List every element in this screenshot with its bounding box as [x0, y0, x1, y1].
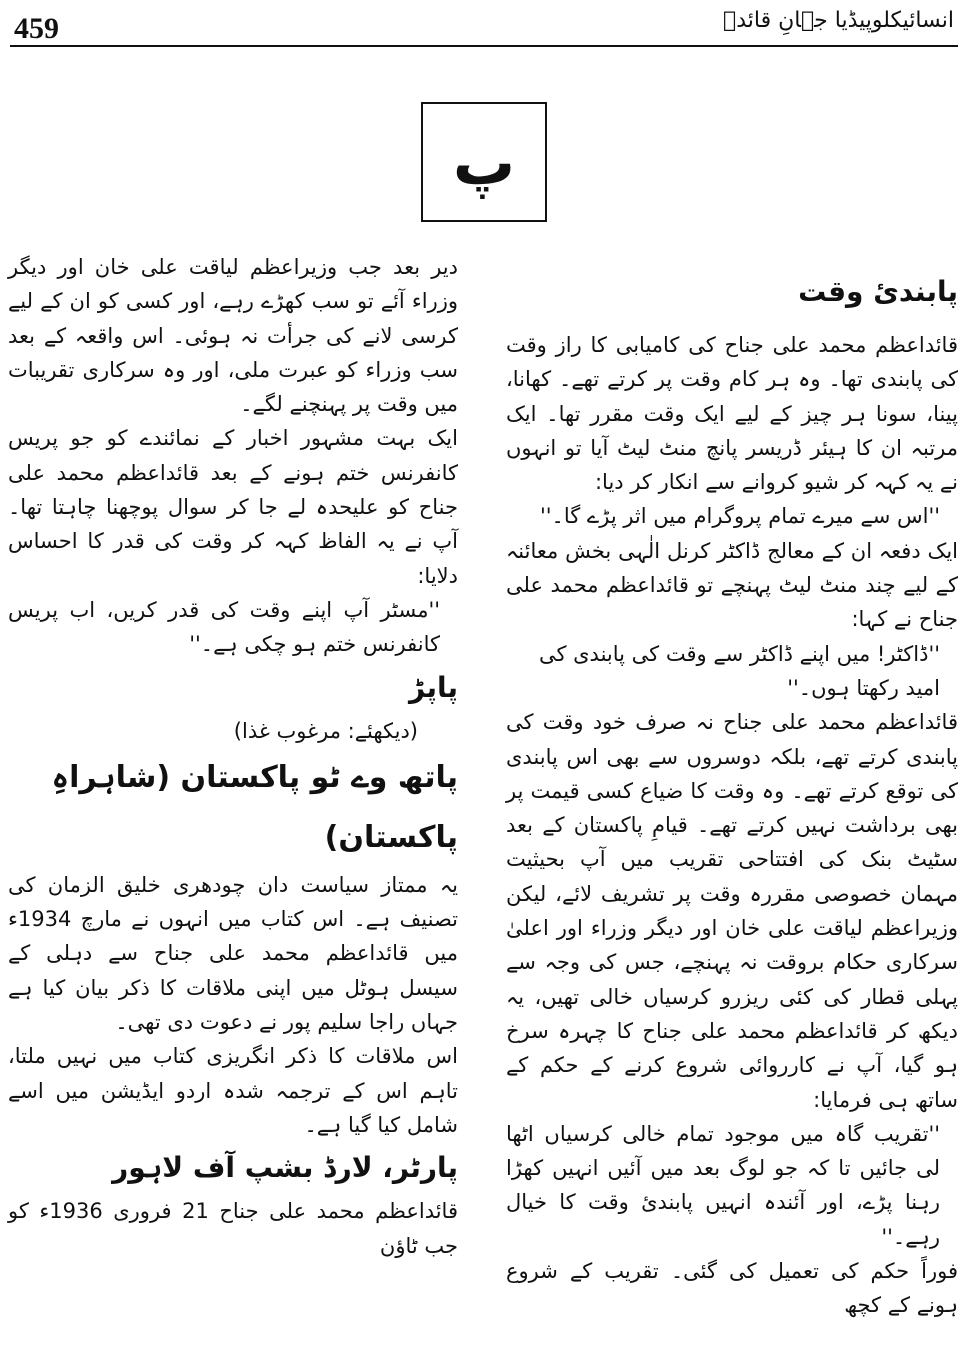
section-letter-box: پ [421, 102, 547, 222]
quote: ''ڈاکٹر! میں اپنے ڈاکٹر سے وقت کی پابندی کی امید رکھتا ہوں۔'' [538, 641, 940, 700]
paragraph: یہ ممتاز سیاست دان چودھری خلیق الزمان کی تصنیف ہے۔ اس کتاب میں انہوں نے مارچ 1934ء میں قائداعظم محمد علی جناح سے دہلی کے سیسل ہوٹل میں اپنی ملاقات کا ذکر بیان کیا ہے جہاں راجا سلیم پور نے دعوت دی تھی۔ [8, 872, 458, 1035]
quote: ''تقریب گاہ میں موجود تمام خالی کرسیاں اٹھا لی جائیں تا کہ جو لوگ بعد میں آئیں انہیں کھڑا رہنا پڑے، اور آئندہ انہیں پابندیٔ وقت کا خیال رہے۔'' [506, 1121, 940, 1249]
paragraph: اس ملاقات کا ذکر انگریزی کتاب میں نہیں ملتا، تاہم اس کے ترجمہ شدہ اردو ایڈیشن میں اسے شامل کیا گیا ہے۔ [8, 1044, 458, 1137]
cross-reference-note: (دیکھئے: مرغوب غذا) [233, 718, 418, 743]
left-column [8, 250, 458, 1263]
header-rule [10, 45, 958, 47]
paragraph: قائداعظم محمد علی جناح 21 فروری 1936ء کو جب ٹاؤن [8, 1199, 458, 1258]
paragraph: قائداعظم محمد علی جناح کی کامیابی کا راز وقت کی پابندی تھا۔ وہ ہر کام وقت پر کرتے تھے۔ کھانا، پینا، سونا ہر چیز کے لیے ایک وقت مقرر تھا۔ ایک مرتبہ ان کا ہیئر ڈریسر پانچ منٹ لیٹ آیا تو انہوں نے یہ کہہ کر شیو کروانے سے انکار کر دیا: [506, 333, 958, 495]
paragraph: فوراً حکم کی تعمیل کی گئی۔ تقریب کے شروع ہونے کے کچھ [506, 1259, 958, 1318]
heading-pathway-to-pakistan: پاتھ وے ٹو پاکستان (شاہراہِ پاکستان) [51, 759, 458, 855]
running-title: انسائیکلوپیڈیا جہانِ قائدؒ [723, 8, 954, 33]
paragraph: دیر بعد جب وزیراعظم لیاقت علی خان اور دیگر وزراء آئے تو سب کھڑے رہے، اور کسی کو ان کے لیے کرسی لانے کی جرأت نہ ہوئی۔ اس واقعہ کے بعد سب وزراء کو عبرت ملی، اور وہ سرکاری تقریبات میں وقت پر پہنچنے لگے۔ [8, 255, 458, 417]
page-number: 459 [14, 12, 59, 45]
right-column [506, 250, 958, 1323]
paragraph: قائداعظم محمد علی جناح نہ صرف خود وقت کی پابندی کرتے تھے، بلکہ دوسروں سے بھی اس پابندی کی توقع کرتے تھے۔ وہ وقت کا ضیاع کسی قیمت پر بھی برداشت نہیں کرتے تھے۔ قیامِ پاکستان کے بعد سٹیٹ بنک کی افتتاحی تقریب میں آپ بحیثیت مہمان خصوصی مقررہ وقت پر تشریف لائے، لیکن وزیراعظم لیاقت علی خان اور دیگر وزراء اور اعلیٰ سرکاری حکام بروقت نہ پہنچے، جس کی وجہ سے پہلی قطار کی کئی ریزرو کرسیاں خالی تھیں، یہ دیکھ کر قائداعظم محمد علی جناح کا چہرہ سرخ ہو گیا، آپ نے کارروائی شروع کرنے کے حکم کے ساتھ ہی فرمایا: [506, 710, 958, 1112]
quote: ''اس سے میرے تمام پروگرام میں اثر پڑے گا۔'' [540, 504, 940, 529]
heading-paapar: پاپڑ [409, 670, 458, 704]
heading-porter: پارٹر، لارڈ بشپ آف لاہور [112, 1151, 458, 1185]
quote: ''مسٹر آپ اپنے وقت کی قدر کریں، اب پریس کانفرنس ختم ہو چکی ہے۔'' [8, 597, 440, 657]
paragraph: ایک بہت مشہور اخبار کے نمائندے کو جو پریس کانفرنس ختم ہونے کے بعد قائداعظم محمد علی جناح کو علیحدہ لے جا کر سوال پوچھنا چاہتا تھا۔ آپ نے یہ الفاظ کہہ کر وقت کی قدر کا احساس دلایا: [8, 426, 458, 588]
paragraph: ایک دفعہ ان کے معالج ڈاکٹر کرنل الٰہی بخش معائنہ کے لیے چند منٹ لیٹ پہنچے تو قائداعظم محمد علی جناح نے کہا: [506, 538, 958, 632]
heading-punctuality: پابندیٔ وقت [798, 275, 958, 308]
